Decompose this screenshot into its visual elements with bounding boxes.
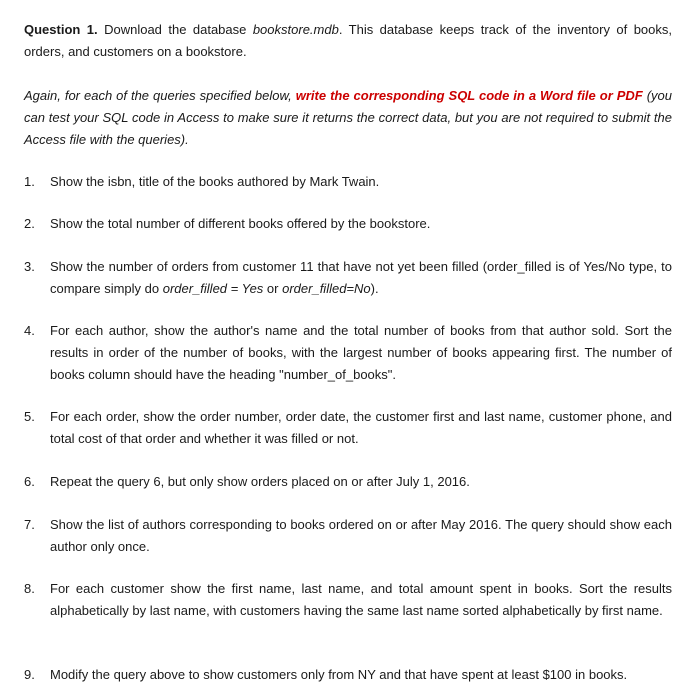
item-text: Modify the query above to show customers only from NY and that have spent at least $100 in books.: [50, 667, 628, 682]
query-item-7: [24, 514, 672, 558]
query-item-8: [24, 578, 672, 622]
item-text-middle: or: [263, 281, 283, 296]
query-item-6: [24, 471, 672, 493]
item-number: 5.: [24, 409, 35, 424]
item-text: Show the list of authors corresponding to books ordered on or after May 2016. The query should show each author only once.: [50, 517, 672, 554]
question-header: [24, 19, 672, 63]
instructions-emphasis: write the corresponding SQL code in a Word file or PDF: [295, 88, 643, 103]
query-item-4: [24, 320, 672, 386]
question-label: Question 1.: [24, 22, 98, 37]
item-number: 4.: [24, 323, 35, 338]
item-text-before: Show the number of orders from customer 11 that have not yet been filled (order_filled is of Yes/No type, to compare simply do: [50, 259, 672, 296]
item-text-after: ).: [370, 281, 379, 296]
query-item-2: [24, 213, 672, 235]
item-text: Show the total number of different books offered by the bookstore.: [50, 216, 431, 231]
code-expression-no: order_filled=No: [282, 281, 371, 296]
item-number: 2.: [24, 216, 35, 231]
item-text: For each author, show the author's name and the total number of books from that author sold. Sort the results in order of the number of books, with the largest number of books appearing first. The number of books column should have the heading "number_of_books".: [50, 323, 672, 382]
item-number: 3.: [24, 259, 35, 274]
question-text-before: Download the database: [97, 22, 253, 37]
query-item-9: [24, 664, 672, 686]
query-item-5: [24, 406, 672, 450]
item-number: 9.: [24, 667, 35, 682]
database-name: bookstore.mdb: [252, 22, 339, 37]
item-text: For each order, show the order number, order date, the customer first and last name, customer phone, and total cost of that order and whether it was filled or not.: [50, 409, 672, 446]
code-expression-yes: order_filled = Yes: [162, 281, 264, 296]
query-item-3: [24, 256, 672, 300]
item-text: Repeat the query 6, but only show orders placed on or after July 1, 2016.: [50, 474, 470, 489]
instructions-prefix: Again, for each of the queries specified below,: [24, 88, 296, 103]
item-text: [50, 256, 672, 300]
item-number: 1.: [24, 174, 35, 189]
item-number: 8.: [24, 581, 35, 596]
instructions: [24, 85, 672, 151]
item-number: 6.: [24, 474, 35, 489]
instructions-suffix: (you can test your SQL code in Access to make sure it returns the correct data, but you are not required to submit the Access file with the queries).: [24, 88, 672, 147]
item-number: 7.: [24, 517, 35, 532]
item-text: Show the isbn, title of the books authored by Mark Twain.: [50, 174, 380, 189]
query-item-1: [24, 171, 672, 193]
item-text: For each customer show the first name, last name, and total amount spent in books. Sort the results alphabetically by last name, with customers having the same last name sorted alphabetically by first name.: [50, 581, 672, 618]
question-text-after: . This database keeps track of the inventory of books, orders, and customers on a bookstore.: [24, 22, 672, 59]
